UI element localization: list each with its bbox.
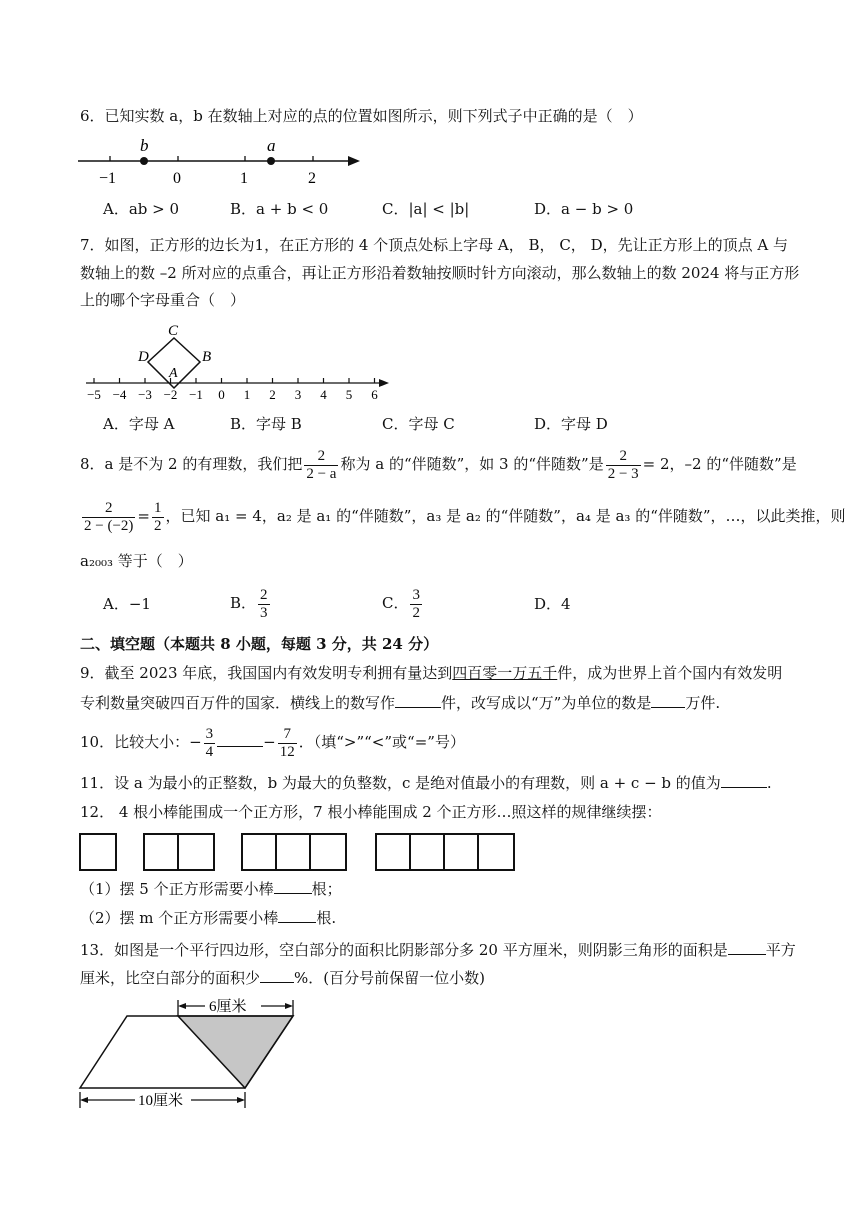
frac-num: 2: [82, 500, 135, 518]
q13-top-label: 6厘米: [209, 999, 247, 1015]
q11-blank[interactable]: [721, 773, 767, 788]
q12-blank-2[interactable]: [278, 908, 316, 923]
q12-text: 根.: [316, 909, 337, 927]
q8-line2: $\frac{2}{2 - (-2)}$ = $\frac{1}{2}$ ，已知 a₁ = 4，a₂ 是 a₁ 的“伴随数”，a₃ 是 a₂ 的“伴随数”，a₄ 是 a₃ 的“伴随数”，…，以此类推，则: [84, 499, 846, 534]
option-label: C．: [382, 594, 409, 612]
q8-part5: a₂₀₀₃ 等于（ ）: [80, 552, 193, 570]
q12-stem: 12． 4 根小棒能围成一个正方形，7 根小棒能围成 2 个正方形…照这样的规律继续摆：: [80, 803, 662, 821]
option-label: B．: [230, 594, 257, 612]
q13-text: 厘米，比空白部分的面积少: [80, 969, 261, 987]
q8-frac-result: [152, 500, 164, 535]
frac-den: 4: [205, 743, 214, 760]
q7-tick-label: 3: [294, 387, 302, 402]
q10-text: ．（填“>”“<”或“=”号）: [298, 733, 465, 751]
q7-tick-label: −4: [112, 387, 127, 402]
q6-point-a-label: a: [267, 136, 276, 155]
q9-blank-2[interactable]: [651, 693, 685, 708]
q13-parallelogram-diagram: [75, 996, 305, 1114]
frac-den: 2: [154, 517, 162, 534]
q7-line3: 上的哪个字母重合（ ）: [80, 291, 246, 309]
q7-tick-label: −2: [163, 387, 178, 402]
q9-line1: [80, 663, 782, 683]
q13-shaded-triangle: [178, 1016, 293, 1088]
q12-text: （1）摆 5 个正方形需要小棒: [80, 880, 274, 898]
q6-tick-label: 1: [240, 170, 248, 186]
frac-num: 2: [260, 586, 268, 603]
q10-frac-2: [278, 726, 297, 761]
q9-underlined-text: 四百零一万五千: [452, 664, 558, 682]
q7-vertex-a: A: [169, 366, 178, 381]
q7-tick-label: 0: [218, 387, 225, 402]
q12-square-group-2: [143, 833, 215, 871]
q6-tick-label: −1: [99, 170, 117, 186]
q7-vertex-d: D: [138, 349, 149, 365]
q8-frac-example: [606, 448, 641, 483]
q10-text: 10．比较大小：−: [80, 733, 202, 751]
q11-text: .: [766, 774, 772, 792]
frac-num: 2: [304, 448, 338, 466]
q9-line2: [80, 693, 720, 713]
q10-line: [80, 722, 465, 762]
q12-square-group-3: [241, 833, 347, 871]
q9-text: 件，成为世界上首个国内有效发明: [557, 664, 783, 682]
q7-line1: 7．如图，正方形的边长为1，在正方形的 4 个顶点处标上字母 A， B， C， D，先让正方形上的顶点 A 与: [80, 236, 788, 254]
q7-option-b: B．字母 B: [230, 415, 302, 433]
q12-text: 根；: [311, 880, 342, 898]
q7-option-a: A．字母 A: [103, 415, 175, 433]
q9-text: 9．截至 2023 年底，我国国内有效发明专利拥有量达到: [80, 664, 453, 682]
q6-option-a: A．ab > 0: [103, 200, 180, 218]
q7-line2: 数轴上的数 –2 所对应的点重合，再让正方形沿着数轴按顺时针方向滚动，那么数轴上的数 2024 将与正方形: [80, 264, 800, 282]
q11-text: 11．设 a 为最小的正整数，b 为最大的负整数，c 是绝对值最小的有理数，则 a + c − b 的值为: [80, 774, 721, 792]
frac-den: 2: [412, 604, 420, 621]
q7-option-d: D．字母 D: [534, 415, 608, 433]
q10-frac-1: [204, 726, 216, 761]
q7-tick-label: 6: [371, 387, 378, 402]
q12-square-group-4: [375, 833, 515, 871]
q9-text: 万件.: [685, 694, 721, 712]
q13-blank-2[interactable]: [260, 968, 294, 983]
q9-blank-1[interactable]: [395, 693, 441, 708]
q7-number-line-diagram: [82, 320, 392, 402]
q6-number-line: [78, 136, 368, 186]
q8-option-c-frac: [410, 587, 422, 622]
q7-vertex-b: B: [202, 349, 212, 365]
q7-tick-label: −3: [138, 387, 152, 402]
q7-tick-label: 4: [320, 387, 327, 402]
q7-tick-label: −1: [189, 387, 203, 402]
q13-line1: [80, 940, 796, 960]
q12-blank-1[interactable]: [274, 879, 312, 894]
q8-part4: ，已知 a₁ = 4，a₂ 是 a₁ 的“伴随数”，a₃ 是 a₂ 的“伴随数”，a₄ 是 a₃ 的“伴随数”，…，以此类推，则: [165, 507, 846, 525]
frac-num: 1: [154, 499, 162, 516]
q8-frac-definition: [304, 448, 338, 483]
q12-text: （2）摆 m 个正方形需要小棒: [80, 909, 279, 927]
frac-num: 7: [278, 726, 297, 744]
q6-option-d: D．a − b > 0: [534, 200, 634, 218]
q13-text: %．(百分号前保留一位小数): [294, 969, 485, 987]
q8-part1: 8．a 是不为 2 的有理数，我们把: [80, 455, 303, 473]
frac-den: 2 − a: [306, 465, 337, 482]
q6-option-c: C．|a| < |b|: [382, 200, 470, 218]
q13-text: 平方: [765, 941, 796, 959]
q8-option-a: A．−1: [103, 595, 151, 613]
q8-line1: [80, 444, 797, 484]
q13-blank-1[interactable]: [728, 940, 766, 955]
q9-text: 专利数量突破四百万件的国家．横线上的数写作: [80, 694, 396, 712]
q13-text: 13．如图是一个平行四边形，空白部分的面积比阴影部分多 20 平方厘米，则阴影三角形的面积是: [80, 941, 728, 959]
frac-den: 2 − (−2): [84, 517, 134, 534]
q7-tick-label: 5: [345, 387, 353, 402]
q6-tick-label: 2: [308, 170, 316, 186]
q8-option-c: [382, 583, 424, 623]
q8-option-d: D．4: [534, 595, 571, 613]
q6-option-b: B．a + b < 0: [230, 200, 329, 218]
q7-tick-label: −5: [87, 387, 101, 402]
q8-part2: 称为 a 的“伴随数”，如 3 的“伴随数”是: [340, 455, 604, 473]
q10-text: −: [263, 733, 276, 751]
q7-tick-label: 2: [269, 387, 276, 402]
q8-part3: = 2，–2 的“伴随数”是: [642, 455, 797, 473]
q8-option-b-frac: [258, 587, 270, 622]
q6-stem: 6．已知实数 a，b 在数轴上对应的点的位置如图所示，则下列式子中正确的是（ ）: [80, 107, 643, 125]
q13-bottom-label: 10厘米: [138, 1093, 184, 1109]
q8-frac-example2: [82, 500, 135, 535]
q12-sub2: [80, 908, 336, 928]
frac-num: 3: [205, 725, 214, 742]
q6-tick-label: 0: [173, 170, 181, 186]
q8-option-b: [230, 583, 272, 623]
q11-line: [80, 773, 772, 793]
q7-vertex-c: C: [168, 323, 179, 339]
frac-den: 2 − 3: [607, 465, 639, 482]
frac-num: 3: [412, 586, 420, 603]
frac-den: 3: [260, 604, 268, 621]
q13-line2: [80, 968, 485, 988]
frac-num: 2: [606, 448, 641, 466]
q12-square-group-1: [79, 833, 117, 871]
q9-text: 件，改写成以“万”为单位的数是: [441, 694, 652, 712]
q7-tick-label: 1: [243, 387, 251, 402]
q12-sub1: [80, 879, 342, 899]
q10-blank[interactable]: [217, 732, 263, 747]
q6-point-b-label: b: [140, 136, 149, 155]
frac-den: 12: [279, 743, 295, 760]
q7-option-c: C．字母 C: [382, 415, 455, 433]
section-2-heading: 二、填空题（本题共 8 小题，每题 3 分，共 24 分）: [80, 635, 439, 653]
